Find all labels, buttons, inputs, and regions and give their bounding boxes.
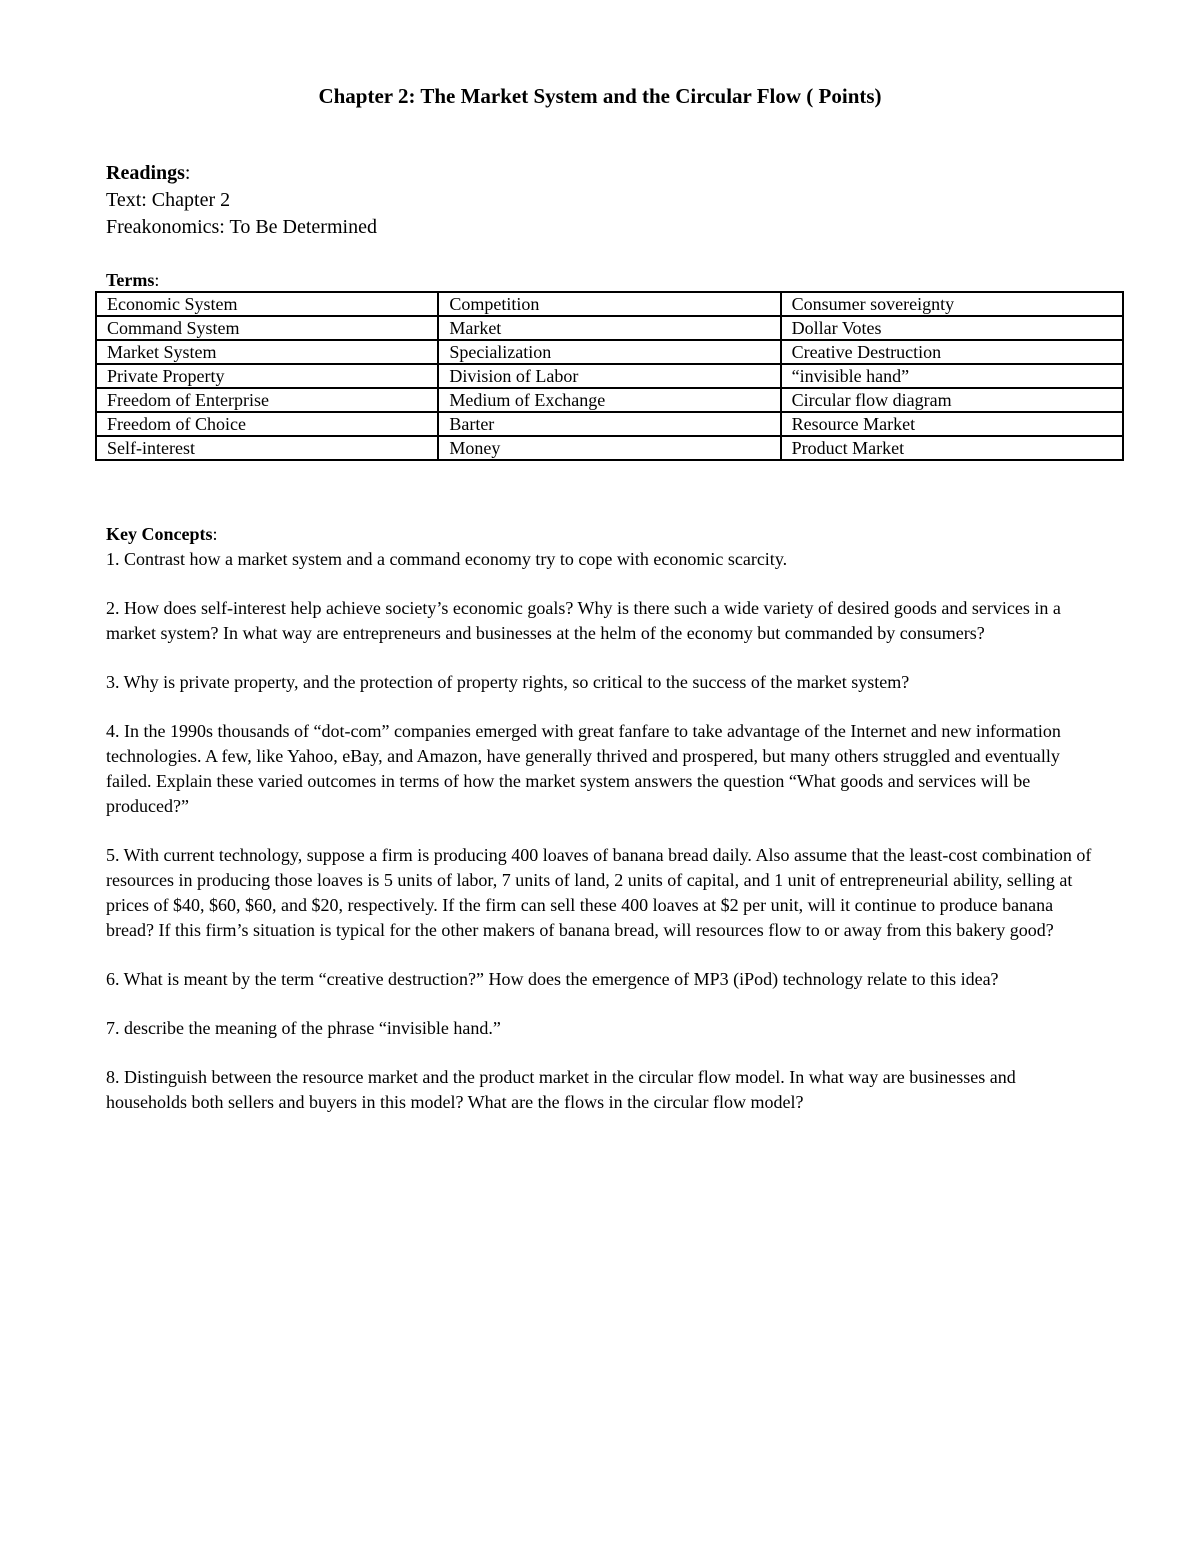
table-row (96, 316, 1123, 340)
key-concept-item: 7. describe the meaning of the phrase “invisible hand.” (106, 1018, 501, 1038)
table-cell: Economic System (96, 292, 438, 316)
reading-item-freakonomics: Freakonomics: To Be Determined (106, 216, 377, 238)
terms-heading-colon: : (154, 270, 160, 290)
reading-item-text: Text: Chapter 2 (106, 189, 231, 211)
key-concepts-heading (106, 522, 1096, 547)
table-cell: Market (438, 316, 780, 340)
key-concept-item: 8. Distinguish between the resource market and the product market in the circular flow model. In what way are businesses and households both sellers and buyers in this model? What are the flows in the circular flow model? (106, 1067, 1016, 1112)
key-concepts-heading-label: Key Concepts (106, 524, 213, 544)
readings-heading-colon: : (184, 162, 191, 184)
table-cell: Freedom of Enterprise (96, 388, 438, 412)
table-row (96, 340, 1123, 364)
table-row (96, 412, 1123, 436)
table-cell: Product Market (781, 436, 1123, 460)
page-title: Chapter 2: The Market System and the Circular Flow ( Points) (318, 84, 882, 108)
table-row (96, 292, 1123, 316)
table-row (96, 364, 1123, 388)
key-concepts-section (106, 522, 1096, 1139)
table-row (96, 436, 1123, 460)
readings-heading (106, 160, 377, 187)
readings-heading-label: Readings (106, 162, 185, 184)
table-cell: Resource Market (781, 412, 1123, 436)
table-cell: Division of Labor (438, 364, 780, 388)
key-concept-item: 4. In the 1990s thousands of “dot-com” companies emerged with great fanfare to take advantage of the Internet and new information technologies. A few, like Yahoo, eBay, and Amazon, have generally thrived and prospered, but many others struggled and eventually failed. Explain these varied outcomes in terms of how the market system answers the question “What goods and services will be produced?” (106, 721, 1061, 816)
key-concept-item: 5. With current technology, suppose a firm is producing 400 loaves of banana bread daily. Also assume that the least-cost combination of resources in producing those loaves is 5 units of labor, 7 units of land, 2 units of capital, and 1 unit of entrepreneurial ability, selling at prices of $40, $60, $60, and $20, respectively. If the firm can sell these 400 loaves at $2 per unit, will it continue to produce banana bread? If this firm’s situation is typical for the other makers of banana bread, will resources flow to or away from this bakery good? (106, 845, 1092, 940)
key-concept-item: 2. How does self-interest help achieve society’s economic goals? Why is there such a wide variety of desired goods and services in a market system? In what way are entrepreneurs and businesses at the helm of the economy but commanded by consumers? (106, 598, 1061, 643)
terms-table (95, 291, 1124, 461)
table-cell: Creative Destruction (781, 340, 1123, 364)
readings-section (106, 160, 377, 241)
table-cell: Money (438, 436, 780, 460)
key-concept-item: 3. Why is private property, and the protection of property rights, so critical to the success of the market system? (106, 672, 910, 692)
table-cell: Private Property (96, 364, 438, 388)
table-cell: Barter (438, 412, 780, 436)
table-cell: Self-interest (96, 436, 438, 460)
key-concept-item: 6. What is meant by the term “creative destruction?” How does the emergence of MP3 (iPod) technology relate to this idea? (106, 969, 999, 989)
table-cell: Competition (438, 292, 780, 316)
table-cell: Dollar Votes (781, 316, 1123, 340)
terms-heading-label: Terms (106, 270, 155, 290)
terms-heading (106, 268, 159, 292)
table-cell: Specialization (438, 340, 780, 364)
table-cell: Medium of Exchange (438, 388, 780, 412)
table-cell: Command System (96, 316, 438, 340)
table-cell: Freedom of Choice (96, 412, 438, 436)
key-concepts-heading-colon: : (212, 524, 218, 544)
table-row (96, 388, 1123, 412)
key-concept-item: 1. Contrast how a market system and a command economy try to cope with economic scarcity. (106, 549, 788, 569)
table-cell: Consumer sovereignty (781, 292, 1123, 316)
table-cell: Circular flow diagram (781, 388, 1123, 412)
table-cell: Market System (96, 340, 438, 364)
table-cell: “invisible hand” (781, 364, 1123, 388)
